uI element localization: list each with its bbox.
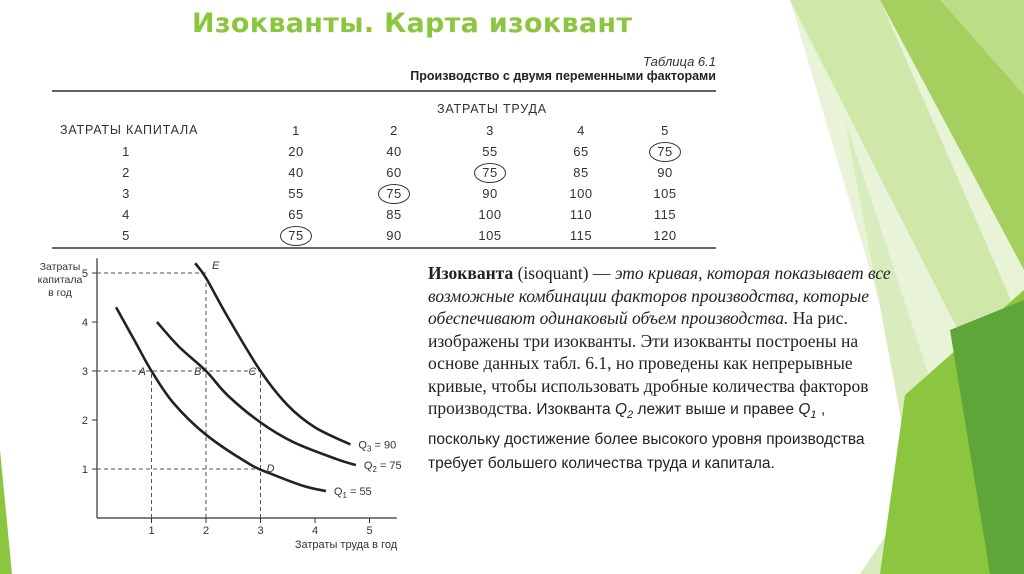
capital-level-label: 3 (122, 186, 130, 201)
table-cell: 110 (569, 207, 593, 222)
table-cell: 60 (386, 165, 402, 180)
table-cell: 75 (649, 142, 681, 162)
isoquant-label: $Q_3 = 90$ (358, 439, 397, 454)
capital-level-label: 2 (122, 165, 130, 180)
definition-text (428, 262, 898, 476)
point-label-b: B (194, 366, 202, 378)
y-tick-label: 4 (81, 317, 88, 329)
labor-level-header: 4 (577, 123, 585, 138)
term-definition: это кривая, которая показывает все возможные комбинации факторов производства, которые обеспечивают одинаковый объем производства. (428, 263, 891, 328)
y-axis-label: в год (48, 287, 72, 299)
table-cell: 90 (386, 228, 402, 243)
conclusion-end: , поскольку достижение более высокого уровня производства требует большего количества труда и капитала. (428, 401, 865, 473)
table-cell: 120 (653, 228, 677, 243)
x-tick-label: 4 (311, 525, 319, 537)
table-top-rule (52, 90, 716, 92)
isoquant-label: $Q_1 = 55$ (333, 486, 372, 501)
table-cell: 65 (288, 207, 304, 222)
term-word: Изокванта (428, 263, 514, 283)
point-label-c: C (248, 366, 257, 378)
table-cell: 40 (386, 144, 402, 159)
x-tick-label: 2 (202, 525, 210, 537)
conclusion-mid: лежит выше и правее (637, 401, 795, 418)
table-subtitle: Производство с двумя переменными факторами (410, 69, 716, 83)
slide-title: Изокванты. Карта изоквант (192, 8, 633, 39)
labor-level-header: 3 (486, 123, 494, 138)
capital-level-label: 5 (122, 228, 130, 243)
labor-level-header: 1 (292, 123, 300, 138)
table-cell: 75 (378, 184, 410, 204)
isoquant-chart (0, 250, 430, 574)
table-cell: 75 (474, 163, 506, 183)
capital-level-label: 1 (122, 144, 130, 159)
y-tick-label: 2 (81, 415, 88, 427)
capital-header: ЗАТРАТЫ КАПИТАЛА (60, 123, 199, 137)
term-english: (isoquant) — (517, 263, 611, 283)
x-tick-label: 1 (148, 525, 155, 537)
table-cell: 20 (288, 144, 304, 159)
table-cell: 55 (482, 144, 498, 159)
isoquant-label: $Q_2 = 75$ (363, 460, 402, 475)
table-cell: 55 (288, 186, 304, 201)
x-axis-label: Затраты труда в год (294, 539, 398, 551)
x-tick-label: 5 (366, 525, 373, 537)
table-cell: 100 (478, 207, 502, 222)
table-cell: 85 (386, 207, 402, 222)
isoquant-curve (195, 263, 350, 444)
isoquant-curve (157, 322, 356, 465)
capital-level-label: 4 (122, 207, 130, 222)
isoquant-curve (116, 307, 326, 491)
q2-symbol: $Q_2$ (614, 401, 634, 422)
point-label-d: D (266, 463, 275, 475)
y-tick-label: 1 (81, 464, 88, 476)
table-caption: Таблица 6.1 (643, 54, 716, 69)
table-cell: 65 (573, 144, 589, 159)
table-cell: 90 (482, 186, 498, 201)
y-tick-label: 5 (81, 268, 88, 280)
y-axis-label: капитала (37, 274, 83, 286)
table-cell: 90 (657, 165, 673, 180)
y-axis-label: Затраты (39, 261, 81, 273)
labor-header: ЗАТРАТЫ ТРУДА (437, 102, 547, 116)
table-cell: 85 (573, 165, 589, 180)
table-cell: 115 (653, 207, 677, 222)
table-cell: 40 (288, 165, 304, 180)
conclusion-start: Изокванта (536, 401, 611, 418)
body-text: На рис. изображены три изокванты. Эти изокванты построены на основе данных табл. 6.1, но проведены как непрерывные кривые, чтобы использовать дробные количества факторов производства. (428, 308, 869, 418)
table-cell: 105 (478, 228, 502, 243)
point-label-a: A (138, 366, 146, 378)
table-cell: 100 (569, 186, 593, 201)
table-cell: 115 (569, 228, 593, 243)
table-cell: 105 (653, 186, 677, 201)
y-tick-label: 3 (81, 366, 88, 378)
x-tick-label: 3 (257, 525, 264, 537)
labor-level-header: 2 (390, 123, 398, 138)
labor-level-header: 5 (661, 123, 669, 138)
q1-symbol: $Q_1$ (798, 401, 817, 422)
point-label-e: E (212, 260, 220, 272)
table-cell: 75 (280, 226, 312, 246)
table-bottom-rule (52, 247, 716, 249)
